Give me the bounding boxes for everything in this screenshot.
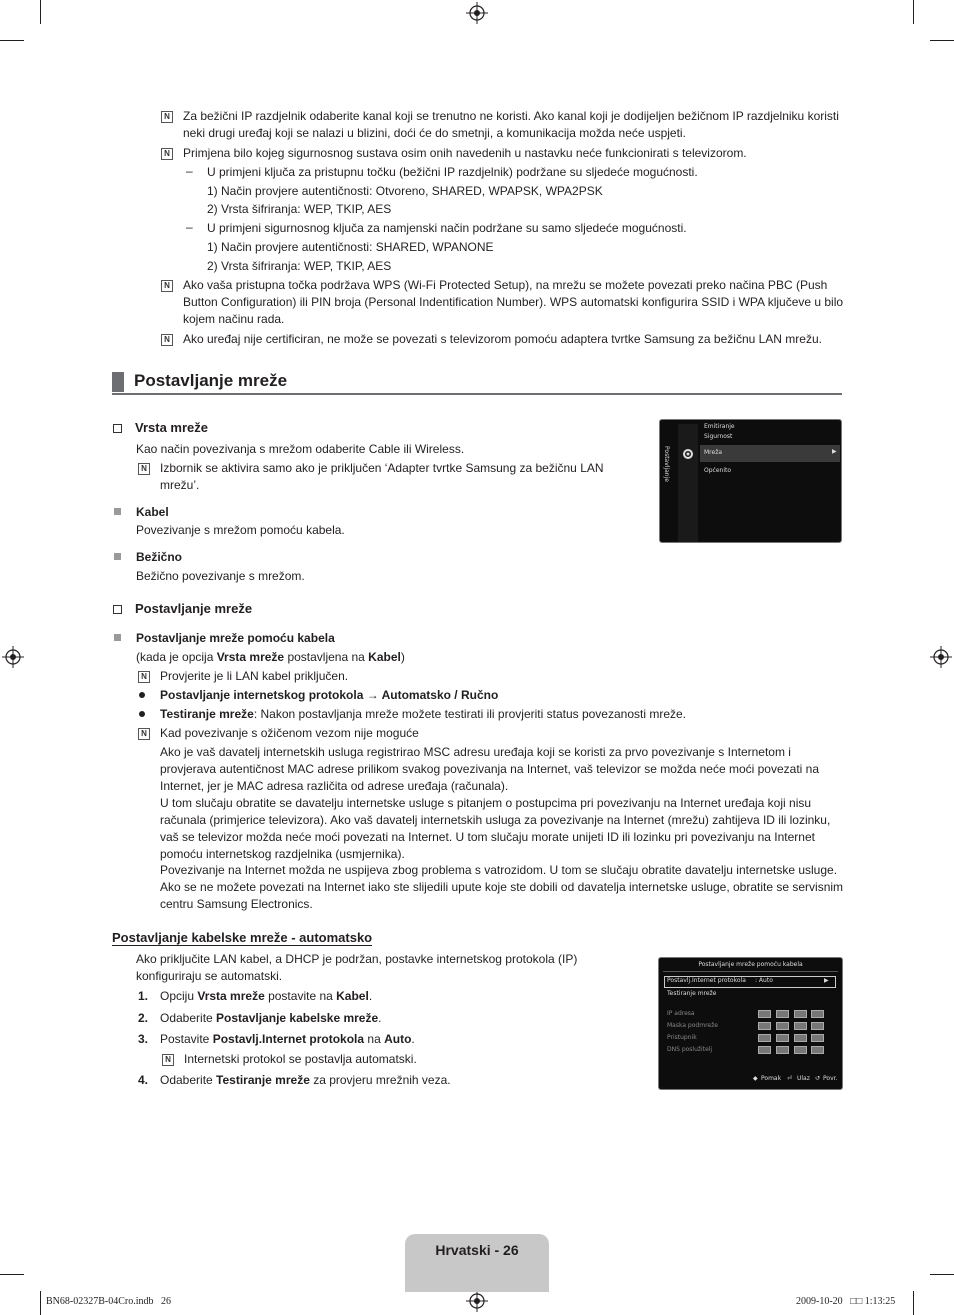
title-divider	[663, 971, 838, 972]
return-icon: ↺	[815, 1075, 821, 1082]
hint-enter: Ulaz	[797, 1075, 810, 1082]
square-bullet-icon	[114, 508, 121, 515]
menu-item-opcenito: Općenito	[704, 467, 732, 474]
dns-octet	[758, 1046, 771, 1054]
hint-back: Povr.	[823, 1075, 838, 1082]
mask-octet	[776, 1022, 789, 1030]
arrow-right-icon: ▶	[832, 448, 837, 455]
date-slug: 2009-10-20 □□ 1:13:25	[796, 1296, 896, 1307]
hint-move: Pomak	[761, 1075, 782, 1082]
note-text: Za bežični IP razdjelnik odaberite kanal koji se trenutno ne koristi. Ako kanal koji je dodijeljen bežičnom IP razdjelniku koristi neki drugi uređaj koji se nalazi u blizini, doći će do smetnji, a komunikacija možda neće uspjeti.	[183, 109, 839, 140]
crop-mark	[930, 1274, 954, 1275]
bullet-text: Testiranje mreže: Nakon postavljanja mreže možete testirati ili provjeriti status povezanosti mreže.	[160, 707, 687, 721]
ip-octet	[758, 1010, 771, 1018]
crop-mark	[40, 1291, 41, 1315]
ip-octet	[794, 1010, 807, 1018]
dash-subtext: 2) Vrsta šifriranja: WEP, TKIP, AES	[207, 202, 392, 216]
dialog-title: Postavljanje mreže pomoću kabela	[698, 961, 803, 968]
menu-item-emitiranje: Emitiranje	[704, 423, 735, 430]
bullet-dot	[139, 711, 145, 717]
tv-menu-screenshot	[659, 419, 842, 543]
subsection-heading: Postavljanje kabelske mreže - automatsko	[112, 930, 373, 945]
checkbox-bullet-icon	[113, 605, 122, 614]
note-icon: N	[138, 728, 150, 740]
paragraph: Kao način povezivanja s mrežom odaberite Cable ili Wireless.	[136, 442, 465, 456]
note-icon: N	[161, 111, 173, 123]
note-text: Izbornik se aktivira samo ako je priključen ‘Adapter tvrtke Samsung za bežičnu LAN mrežu’.	[160, 461, 604, 492]
gateway-octet	[811, 1034, 824, 1042]
page-number: Hrvatski - 26	[435, 1242, 519, 1258]
dns-octet	[811, 1046, 824, 1054]
field-label-mask: Maska podmreže	[667, 1022, 718, 1029]
item-title: Kabel	[136, 505, 169, 519]
menu-item-mreza[interactable]: Mreža	[704, 449, 723, 456]
mask-octet	[758, 1022, 771, 1030]
dash-subtext: 2) Vrsta šifriranja: WEP, TKIP, AES	[207, 259, 392, 273]
square-bullet-icon	[114, 634, 121, 641]
crop-mark	[40, 0, 41, 24]
section-underline	[112, 393, 842, 395]
crop-mark	[0, 40, 24, 41]
menu-icon-column	[678, 424, 698, 542]
crop-mark	[913, 1291, 914, 1315]
crop-mark	[0, 1274, 24, 1275]
bullet-dot	[139, 692, 145, 698]
paragraph: U tom slučaju obratite se davatelju internetske usluge s pitanjem o postupcima pri povezivanju na Internet uređaja koji nisu računala (primjerice televizora). Ako vaš davatelj internetskih usluga za povezivanje na Internet (mrežu) zahtijeva ID ili lozinku, vaš se televizor možda neće moći povezati na Internet. U tom slučaju morate unijeti ID ili lozinku pri povezivanju na Internet pomoću internetskog razdjelnika (usmjernika).	[160, 796, 831, 861]
note-icon: N	[162, 1054, 174, 1066]
dash-text: U primjeni ključa za pristupnu točku (bežični IP razdjelnik) podržane su sljedeće mogućnosti.	[207, 165, 698, 179]
protocol-label: Postavlj.Internet protokola	[667, 977, 746, 984]
note-text: Primjena bilo kojeg sigurnosnog sustava osim onih navedenih u nastavku neće funkcionirati s televizorom.	[183, 146, 747, 160]
mask-octet	[811, 1022, 824, 1030]
gateway-octet	[794, 1034, 807, 1042]
dns-octet	[794, 1046, 807, 1054]
gear-icon	[681, 447, 695, 461]
arrow-right-icon: ▶	[824, 977, 829, 984]
gateway-octet	[776, 1034, 789, 1042]
field-label-dns: DNS poslužitelj	[667, 1046, 713, 1053]
mask-octet	[794, 1022, 807, 1030]
menu-side-label: Postavljanje	[663, 446, 670, 482]
paragraph: Ako je vaš davatelj internetskih usluga registrirao MSC adresu uređaja koji se koristi za prvo povezivanje s Internetom i provjerava autentičnost MAC adrese prilikom svakog povezivanja na Internet, vaš televizor se možda neće moći povezati na Internet, jer je MAC adresa različita od adrese uređaja (računala).	[160, 745, 819, 793]
registration-mark-icon	[930, 646, 952, 668]
item-desc: Povezivanje s mrežom pomoću kabela.	[136, 523, 345, 537]
paragraph: Ako priključite LAN kabel, a DHCP je podržan, postavke internetskog protokola (IP) konfiguriraju se automatski.	[136, 952, 578, 983]
item-title: Bežično	[136, 550, 183, 564]
registration-mark-icon	[466, 2, 488, 24]
dash-subtext: 1) Način provjere autentičnosti: SHARED, WPANONE	[207, 240, 494, 254]
note-text: Ako uređaj nije certificiran, ne može se povezati s televizorom pomoću adaptera tvrtke Samsung za bežičnu LAN mrežu.	[183, 332, 822, 346]
dash-text: U primjeni sigurnosnog ključa za namjenski način podržane su samo sljedeće mogućnosti.	[207, 221, 687, 235]
note-text: Provjerite je li LAN kabel priključen.	[160, 669, 349, 683]
updown-icon: ◆	[753, 1075, 758, 1082]
note-icon: N	[138, 463, 150, 475]
step-text: Odaberite Testiranje mreže za provjeru mrežnih veza.	[160, 1073, 451, 1087]
paragraph: Povezivanje na Internet možda ne uspijeva zbog problema s vatrozidom. U tom se slučaju obratite davatelju internetske usluge. Ako se ne možete povezati na Internet iako ste slijedili upute koje ste dobili od davatelja internetske usluge, obratite se servisnim centru Samsung Electronics.	[160, 863, 844, 911]
bullet-text: Postavljanje internetskog protokola → Automatsko / Ručno	[160, 688, 499, 702]
ip-octet	[776, 1010, 789, 1018]
dns-octet	[776, 1046, 789, 1054]
condition-text: (kada je opcija Vrsta mreže postavljena na Kabel)	[136, 650, 405, 664]
field-label-ip: IP adresa	[667, 1010, 695, 1017]
square-bullet-icon	[114, 553, 121, 560]
note-icon: N	[161, 148, 173, 160]
gateway-octet	[758, 1034, 771, 1042]
ip-octet	[811, 1010, 824, 1018]
section-bar	[112, 372, 124, 392]
dash-marker: –	[186, 164, 193, 178]
registration-mark-icon	[2, 646, 24, 668]
step-number: 1.	[138, 989, 149, 1003]
section-title: Postavljanje mreže	[134, 371, 288, 390]
registration-mark-icon	[466, 1290, 488, 1312]
subsection-heading: Vrsta mreže	[135, 420, 208, 435]
dash-subtext: 1) Način provjere autentičnosti: Otvoreno, SHARED, WPAPSK, WPA2PSK	[207, 184, 603, 198]
item-desc: Bežično povezivanje s mrežom.	[136, 569, 305, 583]
step-text: Opciju Vrsta mreže postavite na Kabel.	[160, 989, 373, 1003]
field-label-gateway: Pristupnik	[667, 1034, 697, 1041]
step-text: Odaberite Postavljanje kabelske mreže.	[160, 1011, 382, 1025]
enter-icon: ⏎	[787, 1075, 793, 1082]
tv-network-setup-screenshot	[658, 957, 843, 1090]
step-number: 2.	[138, 1011, 149, 1025]
checkbox-bullet-icon	[113, 424, 122, 433]
note-icon: N	[161, 280, 173, 292]
protocol-value: : Auto	[755, 977, 773, 984]
file-slug: BN68-02327B-04Cro.indb 26	[46, 1296, 171, 1307]
step-number: 4.	[138, 1073, 149, 1087]
crop-mark	[913, 0, 914, 24]
note-text: Internetski protokol se postavlja automatski.	[184, 1052, 417, 1066]
menu-item-sigurnost: Sigurnost	[704, 433, 733, 440]
dash-marker: –	[186, 220, 193, 234]
note-text: Ako vaša pristupna točka podržava WPS (Wi-Fi Protected Setup), na mrežu se možete povezati preko načina PBC (Push Button Configuration) ili PIN broja (Personal Indentification Number). WPS automatski konfigurira SSID i WPA ključeve u bilo kojem načinu rada.	[183, 278, 844, 326]
note-icon: N	[161, 334, 173, 346]
step-text: Postavite Postavlj.Internet protokola na Auto.	[160, 1032, 415, 1046]
note-icon: N	[138, 671, 150, 683]
subsection-heading: Postavljanje mreže	[135, 601, 253, 616]
item-title: Postavljanje mreže pomoću kabela	[136, 631, 335, 645]
crop-mark	[930, 40, 954, 41]
step-number: 3.	[138, 1032, 149, 1046]
note-text: Kad povezivanje s ožičenom vezom nije moguće	[160, 726, 419, 740]
test-network-item[interactable]: Testiranje mreže	[667, 990, 717, 997]
